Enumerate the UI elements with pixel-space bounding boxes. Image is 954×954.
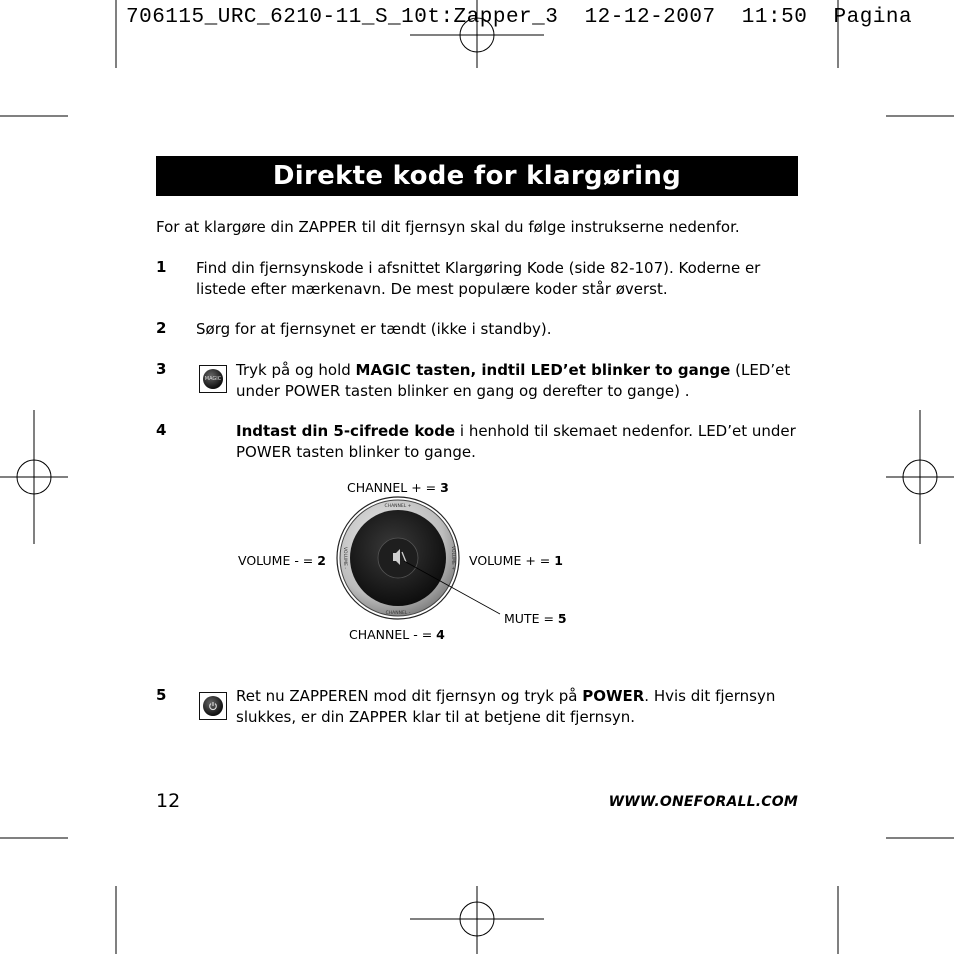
label-mute-value: 5 — [557, 611, 567, 626]
label-channel-minus — [349, 627, 445, 642]
step-4-number: 4 — [156, 421, 167, 439]
label-volume-plus-text: VOLUME + = — [469, 553, 555, 568]
label-volume-minus-text: VOLUME - = — [238, 553, 318, 568]
step-3-text-bold: MAGIC tasten, indtil LED’et blinker to gange — [355, 361, 731, 379]
label-volume-plus — [469, 553, 563, 568]
step-4-text-bold: Indtast din 5-cifrede kode — [236, 422, 456, 440]
step-5-text — [236, 686, 804, 728]
page-title: Direkte kode for klargøring — [272, 161, 682, 191]
print-slug: 706115_URC_6210-11_S_10t:Zapper_3 12-12-2007 11:50 Pagina — [126, 6, 913, 29]
label-channel-plus-text: CHANNEL + = — [347, 480, 441, 495]
step-5-number: 5 — [156, 686, 167, 704]
label-channel-plus-value: 3 — [440, 480, 449, 495]
website-url: WWW.ONEFORALL.COM — [608, 794, 798, 810]
title-bar — [156, 156, 798, 196]
label-mute — [504, 611, 567, 626]
ring-label-top: CHANNEL + — [384, 504, 412, 509]
step-3-text-pre: Tryk på og hold — [236, 361, 356, 379]
label-channel-minus-value: 4 — [436, 627, 445, 642]
step-5-text-post: . Hvis dit fjernsyn slukkes, er din ZAPPER klar til at betjene dit fjernsyn. — [236, 687, 776, 726]
intro-text: For at klargøre din ZAPPER til dit fjernsyn skal du følge instrukserne nedenfor. — [156, 218, 740, 236]
ring-label-bottom: CHANNEL - — [385, 611, 411, 616]
ring-label-left: VOLUME - — [342, 547, 347, 569]
step-5-text-bold: POWER — [582, 687, 645, 705]
power-button-icon — [199, 692, 227, 720]
magic-button-icon: MAGIC — [199, 365, 227, 393]
step-2-text: Sørg for at fjernsynet er tændt (ikke i standby). — [196, 320, 552, 338]
step-1-text: Find din fjernsynskode i afsnittet Klargøring Kode (side 82-107). Koderne er listede efter mærkenavn. De mest populære koder står øverst. — [196, 259, 761, 298]
label-volume-minus-value: 2 — [317, 553, 326, 568]
ring-label-right: VOLUME + — [450, 545, 455, 571]
step-4-text — [236, 421, 796, 463]
step-2-number: 2 — [156, 319, 167, 337]
step-4-text-post: i henhold til skemaet nedenfor. LED’et under POWER tasten blinker to gange. — [236, 422, 796, 461]
page-number: 12 — [156, 790, 181, 812]
label-channel-plus — [347, 480, 449, 495]
label-channel-minus-text: CHANNEL - = — [349, 627, 437, 642]
step-5-text-pre: Ret nu ZAPPEREN mod dit fjernsyn og tryk på — [236, 687, 583, 705]
label-volume-plus-value: 1 — [554, 553, 563, 568]
step-3-number: 3 — [156, 360, 167, 378]
step-3-text — [236, 360, 806, 402]
label-mute-text: MUTE = — [504, 611, 558, 626]
step-3-text-post: (LED’et under POWER tasten blinker en gang og derefter to gange) . — [236, 361, 791, 400]
step-1-number: 1 — [156, 258, 167, 276]
power-symbol-icon — [208, 701, 218, 711]
label-volume-minus — [238, 553, 326, 568]
